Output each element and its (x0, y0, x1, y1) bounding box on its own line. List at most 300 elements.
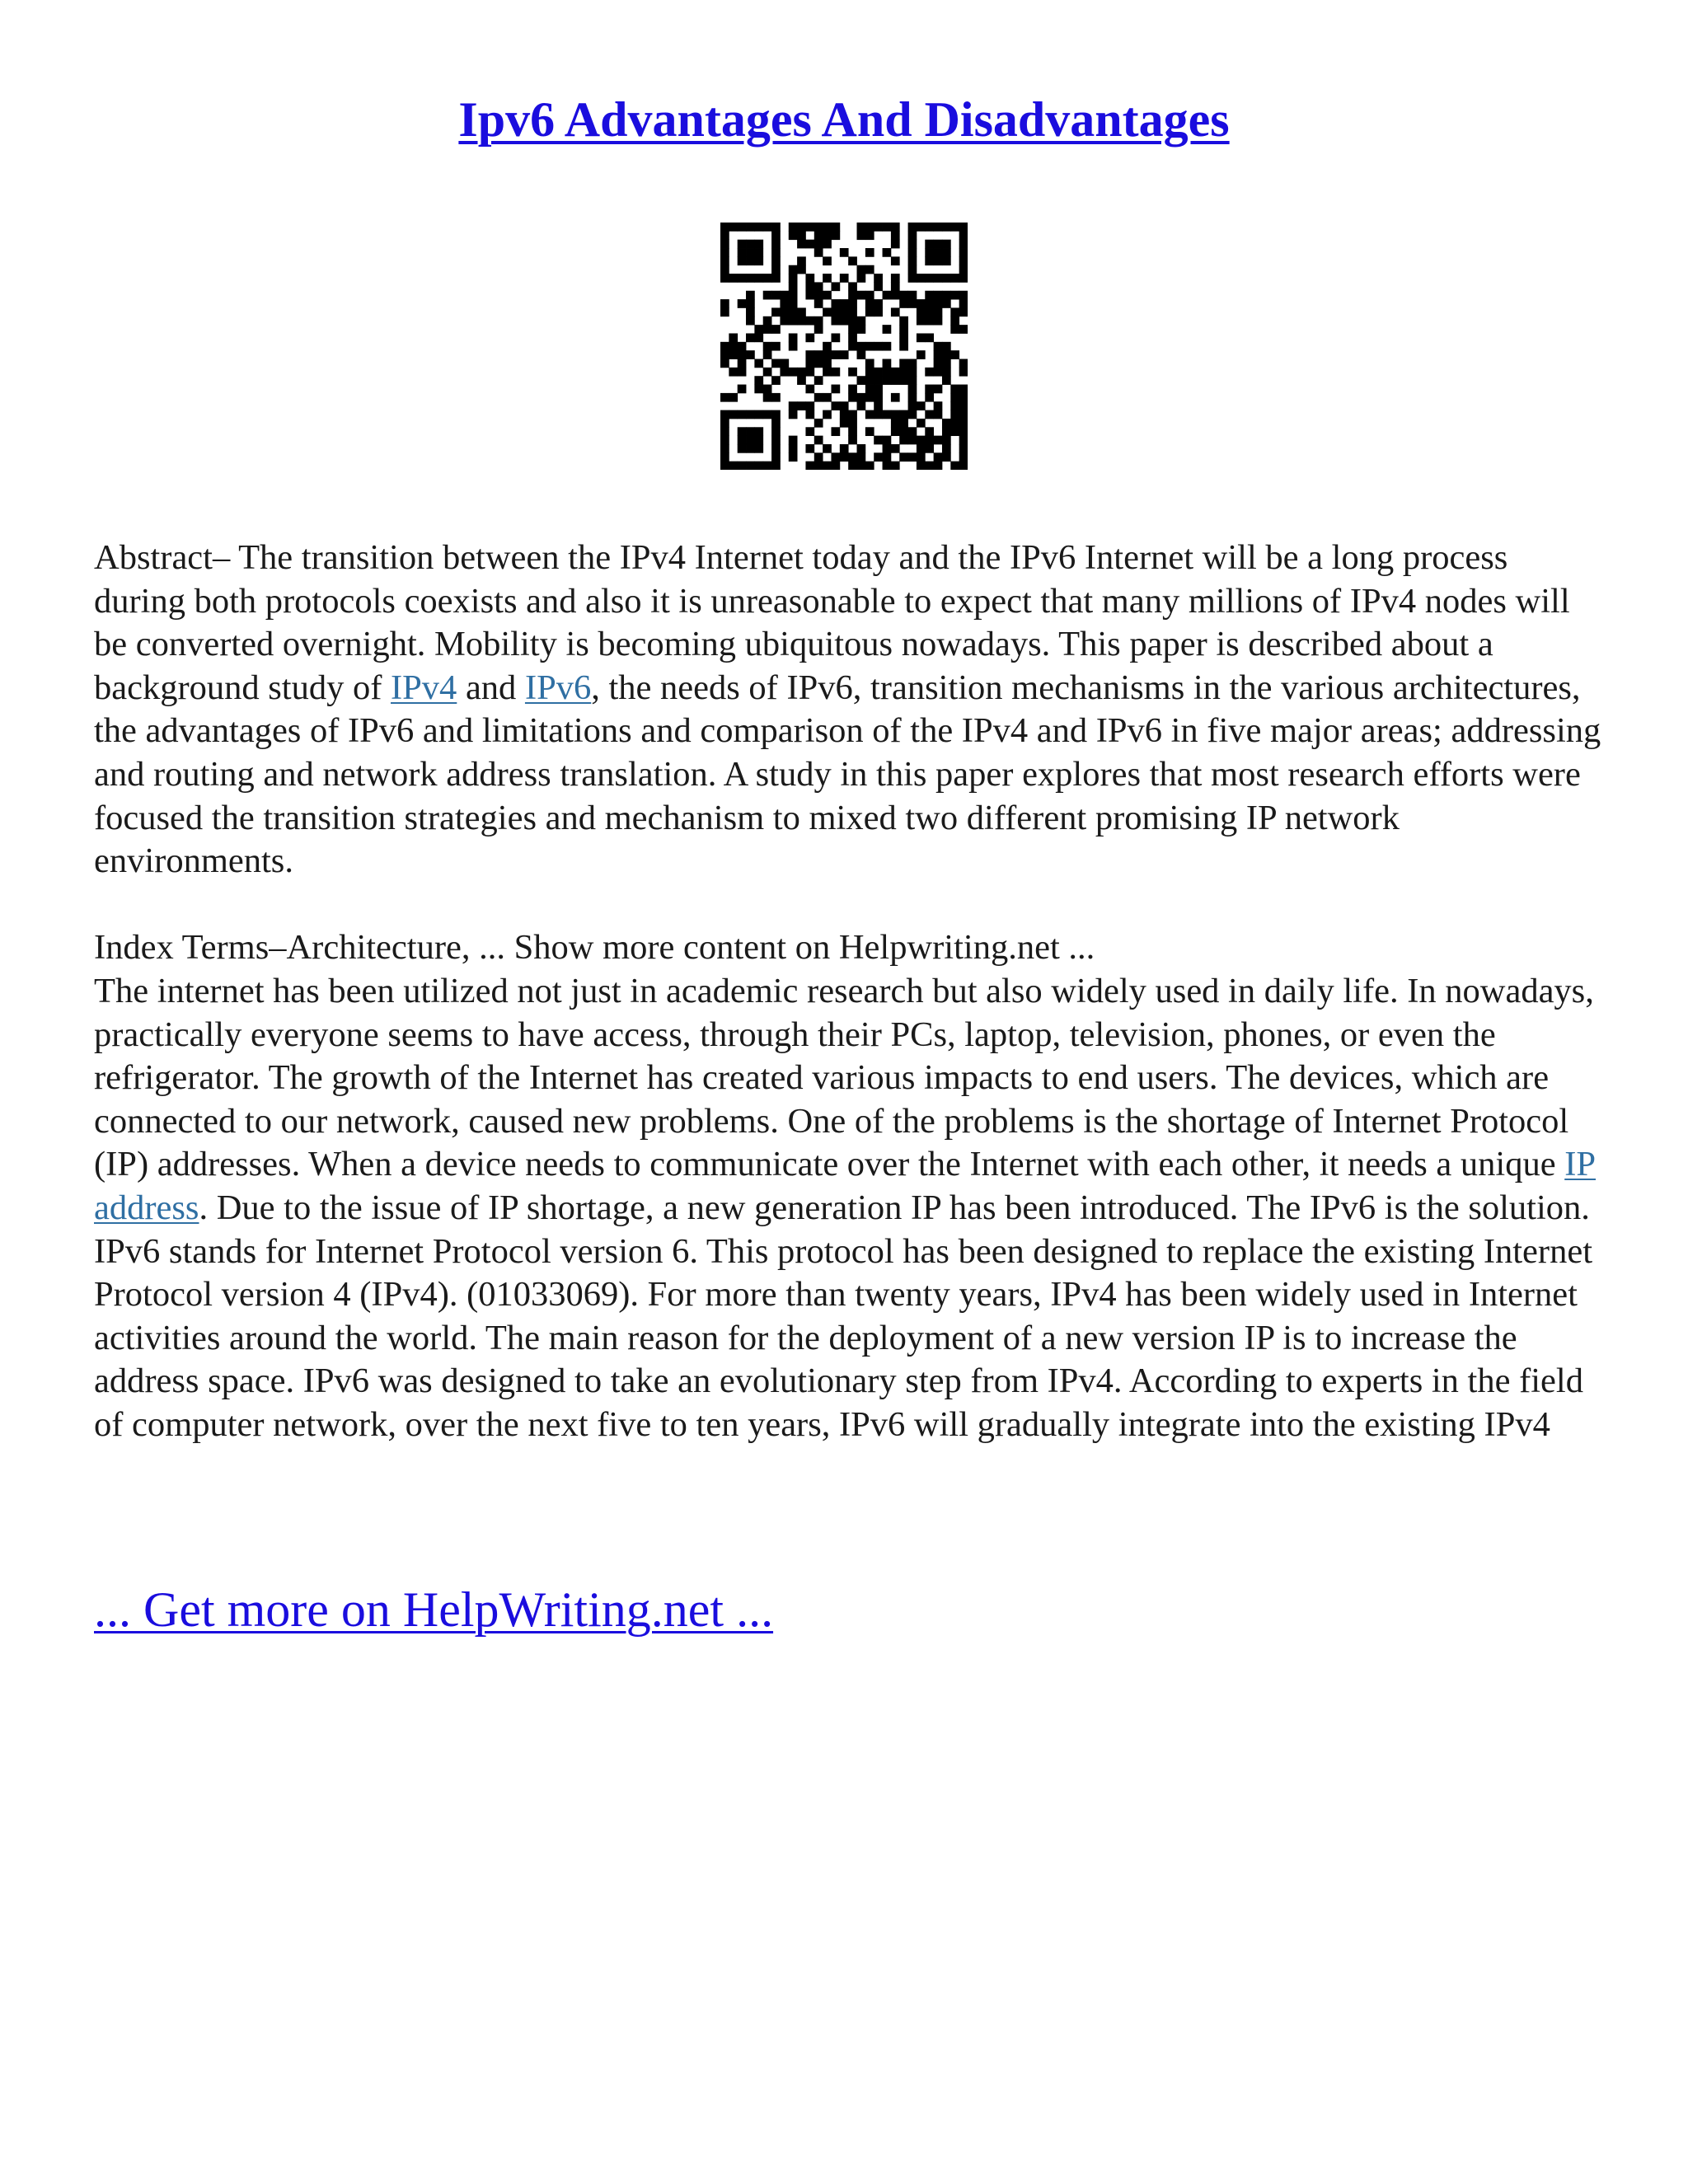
qr-module (831, 299, 840, 308)
qr-module (805, 316, 814, 326)
qr-module (865, 376, 874, 385)
qr-module (789, 265, 798, 274)
qr-module (746, 291, 755, 300)
qr-module (840, 401, 849, 410)
qr-module (917, 274, 926, 283)
qr-module (720, 444, 729, 453)
qr-module (857, 342, 866, 351)
qr-module (891, 282, 900, 291)
qr-module (754, 325, 763, 334)
qr-module (908, 299, 917, 308)
article-body (94, 537, 1602, 1446)
qr-module (959, 368, 968, 377)
qr-module (865, 427, 874, 436)
qr-module (746, 333, 755, 342)
qr-module (899, 452, 908, 462)
qr-module (797, 307, 806, 316)
qr-module (959, 462, 968, 470)
qr-module (771, 291, 781, 300)
qr-module (720, 462, 729, 470)
qr-module (805, 368, 814, 377)
get-more-link[interactable]: ... Get more on HelpWriting.net ... (94, 1582, 774, 1637)
qr-module (738, 240, 747, 249)
qr-module (780, 307, 789, 316)
qr-module (814, 291, 823, 300)
qr-module (959, 299, 968, 308)
qr-module (763, 350, 772, 359)
qr-module (874, 452, 883, 462)
qr-module (823, 350, 832, 359)
qr-module (942, 376, 951, 385)
qr-module (934, 223, 943, 232)
qr-module (848, 256, 857, 265)
qr-module (925, 333, 934, 342)
qr-module (848, 427, 857, 436)
qr-module (754, 462, 763, 470)
qr-module (738, 299, 747, 308)
qr-module (899, 316, 908, 326)
qr-module (848, 333, 857, 342)
qr-module (925, 436, 934, 445)
qr-module (763, 316, 772, 326)
qr-module (789, 299, 798, 308)
qr-module (729, 462, 738, 470)
qr-module (840, 350, 849, 359)
qr-module (908, 248, 917, 257)
qr-module (746, 444, 755, 453)
qr-module (857, 316, 866, 326)
qr-module (942, 444, 951, 453)
qr-module (959, 452, 968, 462)
qr-module (874, 299, 883, 308)
qr-module (934, 385, 943, 394)
qr-module (780, 359, 789, 368)
qr-module (925, 248, 934, 257)
qr-module (789, 316, 798, 326)
qr-module (934, 342, 943, 351)
qr-module (754, 256, 763, 265)
qr-module (891, 462, 900, 470)
qr-module (959, 307, 968, 316)
qr-module (831, 282, 840, 291)
qr-module (814, 419, 823, 428)
qr-module (934, 240, 943, 249)
qr-module (805, 223, 814, 232)
qr-module (865, 299, 874, 308)
qr-module (814, 350, 823, 359)
qr-module (917, 444, 926, 453)
qr-module (865, 265, 874, 274)
qr-module (789, 436, 798, 445)
qr-module (823, 307, 832, 316)
qr-module (959, 436, 968, 445)
qr-module (720, 419, 729, 428)
qr-module (891, 256, 900, 265)
qr-module (789, 333, 798, 342)
qr-module (934, 291, 943, 300)
qr-module (754, 436, 763, 445)
qr-module (891, 274, 900, 283)
qr-module (848, 325, 857, 334)
qr-module (857, 291, 866, 300)
qr-module (720, 410, 729, 419)
qr-module (857, 462, 866, 470)
qr-module (805, 427, 814, 436)
qr-module (754, 248, 763, 257)
qr-module (883, 452, 892, 462)
qr-module (771, 342, 781, 351)
qr-module (950, 427, 959, 436)
get-more-link-container (94, 1581, 773, 1638)
qr-module (865, 462, 874, 470)
ip-address-link[interactable]: IP address (94, 1145, 1597, 1227)
qr-module (738, 462, 747, 470)
qr-module (908, 240, 917, 249)
qr-module (729, 223, 738, 232)
qr-module (720, 223, 729, 232)
qr-module (823, 256, 832, 265)
qr-module (865, 342, 874, 351)
qr-module (925, 299, 934, 308)
qr-module (959, 393, 968, 402)
qr-module (883, 376, 892, 385)
qr-module (917, 419, 926, 428)
qr-module (805, 240, 814, 249)
qr-module (848, 342, 857, 351)
qr-module (874, 342, 883, 351)
qr-module (763, 410, 772, 419)
qr-module (754, 240, 763, 249)
qr-module (763, 223, 772, 232)
qr-module (746, 436, 755, 445)
qr-module (729, 342, 738, 351)
qr-module (754, 385, 763, 394)
qr-module (840, 419, 849, 428)
qr-module (883, 436, 892, 445)
qr-module (720, 265, 729, 274)
qr-module (959, 359, 968, 368)
qr-module (805, 385, 814, 394)
qr-module (823, 410, 832, 419)
qr-module (874, 385, 883, 394)
qr-module (789, 231, 798, 240)
qr-module (891, 307, 900, 316)
qr-module (934, 299, 943, 308)
qr-module (797, 376, 806, 385)
qr-module (891, 393, 900, 402)
qr-module (720, 436, 729, 445)
qr-module (950, 410, 959, 419)
qr-module (831, 316, 840, 326)
qr-module (899, 427, 908, 436)
qr-module (959, 410, 968, 419)
qr-module (831, 452, 840, 462)
qr-module (754, 410, 763, 419)
qr-module (891, 291, 900, 300)
qr-module (891, 231, 900, 240)
qr-module (771, 436, 781, 445)
qr-module (959, 325, 968, 334)
qr-module (738, 342, 747, 351)
qr-module (917, 316, 926, 326)
qr-module (865, 359, 874, 368)
qr-module (874, 393, 883, 402)
qr-module (891, 240, 900, 249)
qr-module (771, 325, 781, 334)
qr-module (925, 393, 934, 402)
qr-module (823, 291, 832, 300)
qr-module (738, 427, 747, 436)
qr-module (917, 350, 926, 359)
ipv6-link[interactable]: IPv6 (524, 668, 592, 707)
qr-module (754, 376, 763, 385)
qr-module (746, 223, 755, 232)
index-terms: Index Terms–Architecture, ... Show more content on Helpwriting.net ... (94, 928, 1095, 968)
qr-module (899, 333, 908, 342)
qr-module (865, 248, 874, 257)
qr-module (908, 256, 917, 265)
qr-module (805, 291, 814, 300)
qr-module (959, 401, 968, 410)
qr-module (899, 376, 908, 385)
qr-module (840, 274, 849, 283)
qr-module (763, 325, 772, 334)
qr-module (763, 342, 772, 351)
qr-module (883, 368, 892, 377)
qr-module (925, 385, 934, 394)
qr-module (720, 342, 729, 351)
qr-module (814, 462, 823, 470)
qr-module (814, 393, 823, 402)
qr-module (738, 350, 747, 359)
qr-module (942, 368, 951, 377)
qr-module (789, 368, 798, 377)
qr-module (883, 462, 892, 470)
qr-module (754, 333, 763, 342)
qr-module (899, 419, 908, 428)
qr-module (925, 256, 934, 265)
qr-module (720, 452, 729, 462)
qr-module (950, 274, 959, 283)
qr-module (805, 350, 814, 359)
qr-module (899, 368, 908, 377)
qr-module (831, 307, 840, 316)
qr-module (959, 223, 968, 232)
qr-module (805, 462, 814, 470)
qr-module (720, 307, 729, 316)
qr-module (874, 282, 883, 291)
qr-module (934, 436, 943, 445)
qr-module (823, 231, 832, 240)
qr-module (874, 274, 883, 283)
qr-module (738, 359, 747, 368)
qr-module (908, 427, 917, 436)
qr-module (814, 240, 823, 249)
qr-module (780, 291, 789, 300)
qr-module (917, 452, 926, 462)
qr-module (814, 325, 823, 334)
qr-module (797, 401, 806, 410)
qr-module (865, 385, 874, 394)
qr-module (771, 240, 781, 249)
qr-module (908, 291, 917, 300)
qr-module (865, 393, 874, 402)
qr-module (831, 401, 840, 410)
qr-module (805, 359, 814, 368)
qr-module (823, 462, 832, 470)
qr-module (840, 248, 849, 257)
qr-module (771, 231, 781, 240)
qr-module (805, 282, 814, 291)
qr-module (754, 274, 763, 283)
qr-module (908, 452, 917, 462)
qr-module (746, 316, 755, 326)
qr-module (934, 274, 943, 283)
qr-module (729, 410, 738, 419)
qr-module (771, 274, 781, 283)
qr-module (729, 368, 738, 377)
qr-module (925, 368, 934, 377)
qr-module (917, 333, 926, 342)
qr-module (754, 223, 763, 232)
qr-module (959, 248, 968, 257)
qr-module (746, 307, 755, 316)
qr-module (771, 248, 781, 257)
qr-module (771, 427, 781, 436)
qr-module (917, 223, 926, 232)
qr-module (874, 436, 883, 445)
qr-module (831, 333, 840, 342)
qr-module (942, 342, 951, 351)
qr-module (934, 248, 943, 257)
qr-module (763, 385, 772, 394)
qr-module (874, 223, 883, 232)
qr-module (746, 256, 755, 265)
qr-module (857, 444, 866, 453)
qr-module (959, 256, 968, 265)
qr-module (814, 223, 823, 232)
qr-module (754, 427, 763, 436)
qr-module (831, 385, 840, 394)
qr-module (857, 393, 866, 402)
qr-module (738, 274, 747, 283)
qr-module (746, 248, 755, 257)
qr-module (917, 401, 926, 410)
qr-module (720, 427, 729, 436)
qr-module (831, 427, 840, 436)
qr-module (934, 462, 943, 470)
qr-module (899, 436, 908, 445)
qr-module (942, 452, 951, 462)
qr-module (942, 256, 951, 265)
qr-module (805, 410, 814, 419)
qr-module (942, 248, 951, 257)
title-link[interactable]: Ipv6 Advantages And Disadvantages (458, 92, 1230, 147)
qr-module (891, 444, 900, 453)
qr-module (848, 299, 857, 308)
qr-module (925, 427, 934, 436)
qr-module (942, 299, 951, 308)
qr-module (959, 427, 968, 436)
qr-module (746, 350, 755, 359)
qr-module (865, 291, 874, 300)
qr-module (840, 299, 849, 308)
qr-module (848, 316, 857, 326)
qr-module (848, 385, 857, 394)
qr-module (908, 223, 917, 232)
qr-module (754, 444, 763, 453)
qr-module (950, 385, 959, 394)
qr-module (874, 376, 883, 385)
qr-module (883, 325, 892, 334)
qr-module (789, 410, 798, 419)
qr-module (848, 282, 857, 291)
qr-module (848, 462, 857, 470)
qr-module (942, 274, 951, 283)
qr-module (934, 401, 943, 410)
ipv4-link[interactable]: IPv4 (391, 668, 457, 707)
qr-module (891, 427, 900, 436)
qr-module (959, 385, 968, 394)
qr-module (738, 436, 747, 445)
qr-module (746, 462, 755, 470)
qr-module (720, 299, 729, 308)
qr-module (950, 401, 959, 410)
qr-module (797, 316, 806, 326)
qr-module (805, 274, 814, 283)
qr-module (789, 401, 798, 410)
qr-module (908, 231, 917, 240)
qr-module (771, 376, 781, 385)
qr-module (925, 462, 934, 470)
qr-module (720, 393, 729, 402)
qr-module (840, 307, 849, 316)
qr-module (883, 248, 892, 257)
qr-module (780, 299, 789, 308)
qr-module (950, 223, 959, 232)
qr-module (805, 401, 814, 410)
qr-module (840, 316, 849, 326)
paragraph-gap (94, 883, 1602, 927)
qr-module (738, 385, 747, 394)
qr-module (934, 452, 943, 462)
qr-module (934, 368, 943, 377)
qr-module (942, 436, 951, 445)
qr-module (874, 401, 883, 410)
qr-module (771, 307, 781, 316)
qr-module (823, 274, 832, 283)
qr-module (720, 256, 729, 265)
qr-module (789, 282, 798, 291)
qr-module (789, 307, 798, 316)
qr-module (857, 274, 866, 283)
qr-module (942, 291, 951, 300)
qr-module (899, 299, 908, 308)
qr-module (950, 307, 959, 316)
qr-module (797, 240, 806, 249)
qr-module (857, 325, 866, 334)
qr-module (729, 274, 738, 283)
abstract-paragraph: Abstract– The transition between the IPv4 Internet today and the IPv6 Internet will be a long process during both protocols coexists and also it is unreasonable to expect that many millions of IPv4 nodes will be converted overnight. Mobility is becoming ubiquitous nowadays. This paper is described about a background study of IPv4 and IPv6, the needs of IPv6, transition mechanisms in the various architectures, the advantages of IPv6 and limitations and comparison of the IPv4 and IPv6 in five major areas; addressing and routing and network address translation. A study in this paper explores that most research efforts were focused the transition strategies and mechanism to mixed two different promising IP network environments. (94, 538, 1601, 881)
qr-module (797, 265, 806, 274)
qr-module (959, 291, 968, 300)
qr-module (789, 274, 798, 283)
qr-module (763, 368, 772, 377)
qr-module (959, 444, 968, 453)
qr-module (865, 368, 874, 377)
qr-module (763, 393, 772, 402)
qr-module (865, 307, 874, 316)
